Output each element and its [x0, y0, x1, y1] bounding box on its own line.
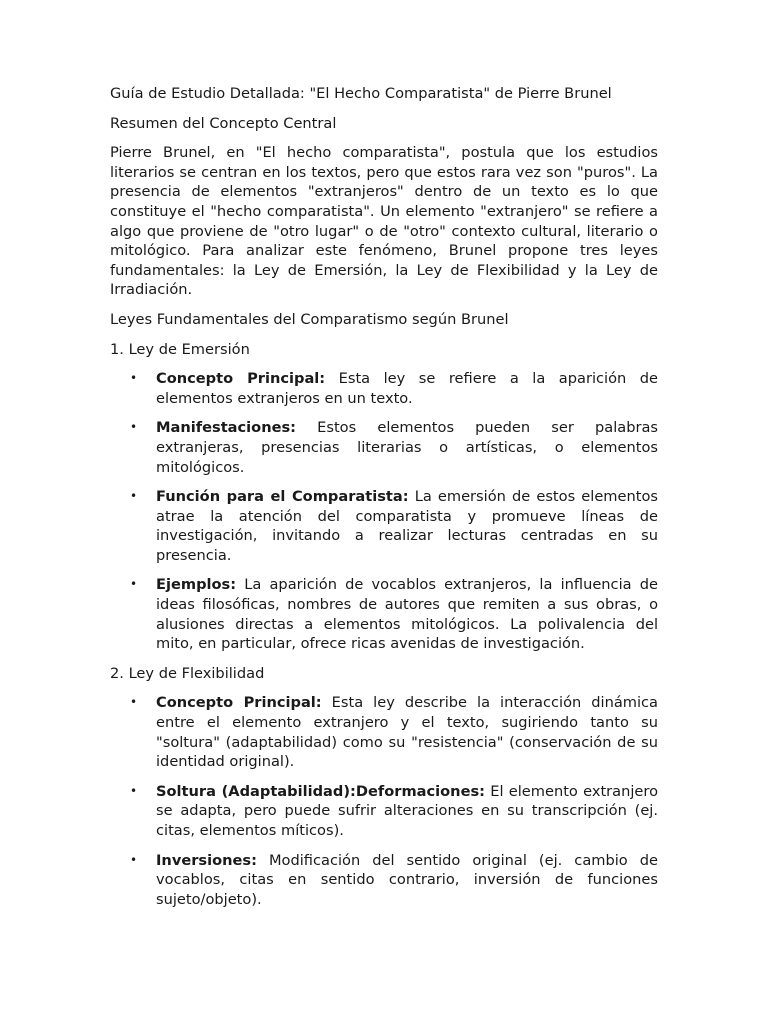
item-text: La aparición de vocablos extranjeros, la influencia de ideas filosóficas, nombres de autores que remiten a sus obras, o alusiones directas a elementos mitológicos. La polivalencia del mito, en particular, ofrece ricas avenidas de investigación.: [156, 576, 658, 653]
item-term: Función para el Comparatista:: [156, 488, 409, 506]
summary-paragraph: Pierre Brunel, en "El hecho comparatista", postula que los estudios literarios se centran en los textos, pero que estos rara vez son "puros". La presencia de elementos "extranjeros" dentro de un texto es lo que constituye el "hecho comparatista". Un elemento "extranjero" se refiere a algo que proviene de "otro lugar" o de "otro" contexto cultural, literario o mitológico. Para analizar este fenómeno, Brunel propone tres leyes fundamentales: la Ley de Emersión, la Ley de Flexibilidad y la Ley de Irradiación.: [110, 144, 658, 299]
item-text: Estos elementos pueden ser palabras extranjeras, presencias literarias o artísticas, o elementos mitológicos.: [156, 419, 658, 476]
item-text: El elemento extranjero se adapta, pero puede sufrir alteraciones en su transcripción (ej. citas, elementos míticos).: [156, 782, 659, 839]
item-text: Modificación del sentido original (ej. cambio de vocablos, citas en sentido contrario, inversión de funciones sujeto/objeto).: [156, 851, 658, 908]
list-item: [110, 369, 658, 408]
document-title: Guía de Estudio Detallada: "El Hecho Comparatista" de Pierre Brunel: [110, 85, 612, 102]
bullet-icon: •: [130, 371, 138, 386]
list-item: [110, 782, 658, 841]
bullet-icon: •: [130, 420, 138, 435]
law1-heading: 1. Ley de Emersión: [110, 340, 250, 358]
law2-heading: 2. Ley de Flexibilidad: [110, 664, 265, 682]
item-term: Ejemplos:: [156, 576, 237, 594]
item-text: La emersión de estos elementos atrae la atención del comparatista y promueve líneas de investigación, invitando a realizar lecturas centradas en su presencia.: [156, 488, 658, 564]
list-item: [110, 693, 658, 771]
item-term: Soltura (Adaptabilidad):Deformaciones:: [156, 782, 485, 800]
item-term: Inversiones:: [156, 851, 257, 869]
bullet-icon: •: [130, 695, 138, 710]
list-item: [110, 851, 658, 910]
list-item: [110, 575, 658, 653]
document-page: [110, 84, 658, 919]
law2-list: [110, 693, 658, 909]
bullet-icon: •: [130, 577, 138, 592]
law1-list: [110, 369, 658, 654]
item-term: Concepto Principal:: [156, 694, 322, 712]
bullet-icon: •: [130, 783, 138, 798]
item-term: Manifestaciones:: [156, 419, 297, 437]
item-text: Esta ley se refiere a la aparición de elementos extranjeros en un texto.: [156, 370, 658, 407]
section-heading-summary: Resumen del Concepto Central: [110, 114, 337, 132]
list-item: [110, 487, 658, 565]
list-item: [110, 418, 658, 477]
item-term: Concepto Principal:: [156, 370, 326, 388]
bullet-icon: •: [130, 489, 138, 504]
bullet-icon: •: [130, 852, 138, 867]
item-text: Esta ley describe la interacción dinámica entre el elemento extranjero y el texto, sugiriendo tanto su "soltura" (adaptabilidad) como su "resistencia" (conservación de su identidad original).: [156, 694, 658, 771]
section-heading-laws: Leyes Fundamentales del Comparatismo según Brunel: [110, 310, 509, 328]
